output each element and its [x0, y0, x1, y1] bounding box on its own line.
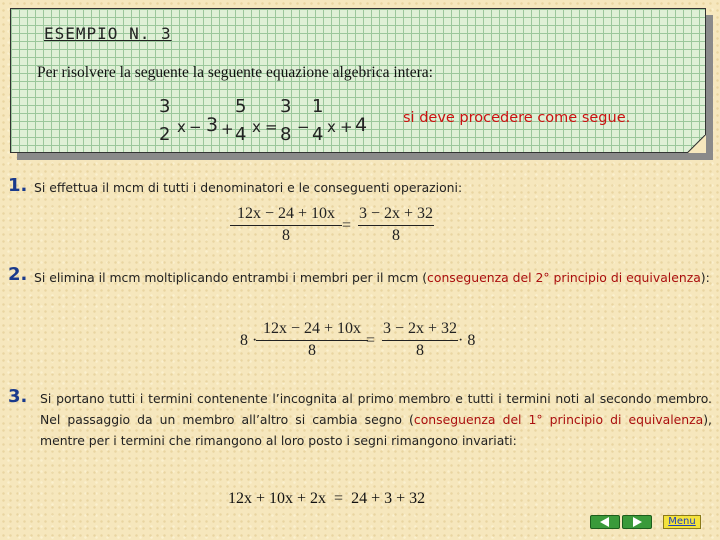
- var-x: x: [177, 118, 186, 136]
- principle-1-highlight: conseguenza del 1° principio di equivalenza: [413, 412, 704, 427]
- example-title: ESEMPIO N. 3: [44, 24, 172, 43]
- step-1-text: Si effettua il mcm di tutti i denominatori e le conseguenti operazioni:: [34, 180, 463, 195]
- fraction-3-8: 3 8: [280, 96, 292, 145]
- var-x: x: [327, 118, 336, 136]
- constant-3: 3: [206, 114, 219, 136]
- step-3-result: 12x + 10x + 2x = 24 + 3 + 32: [228, 490, 426, 507]
- step-2-math: [240, 320, 490, 360]
- step-2-number: 2.: [8, 264, 28, 285]
- follow-text: si deve procedere come segue.: [403, 110, 631, 126]
- step-1-math: [230, 205, 450, 245]
- multiplier-left: 8 ·: [240, 332, 258, 349]
- minus-sign: −: [297, 118, 310, 136]
- example-panel: [10, 8, 706, 153]
- fraction-1-4: 1 4: [312, 96, 324, 145]
- equals-sign: =: [265, 118, 278, 136]
- principle-2-highlight: conseguenza del 2° principio di equivalenza: [427, 270, 701, 285]
- plus-sign: +: [340, 118, 353, 136]
- equals-sign: =: [342, 217, 352, 234]
- previous-button[interactable]: [590, 515, 620, 529]
- intro-text: Per risolvere la seguente la seguente equazione algebrica intera:: [37, 64, 433, 81]
- next-button[interactable]: [622, 515, 652, 529]
- multiplier-right: · 8: [458, 332, 476, 349]
- constant-4: 4: [355, 114, 368, 136]
- var-x: x: [252, 118, 261, 136]
- page-fold: [686, 135, 706, 153]
- plus-sign: +: [221, 120, 234, 138]
- equation: [151, 95, 381, 151]
- fraction-5-4: 5 4: [235, 96, 247, 145]
- minus-sign: −: [189, 118, 202, 136]
- equals-sign: =: [366, 332, 376, 349]
- step-1-number: 1.: [8, 175, 28, 196]
- right-fraction: 3 − 2x + 32 8: [382, 320, 458, 359]
- arrow-right-icon: [633, 517, 642, 527]
- step-3-text: Si portano tutti i termini contenente l’incognita al primo membro e tutti i termini noti al secondo membro. Nel passaggio da un membro all’altro si cambia segno (conseguenza del 1° principio di equivalenza), mentre per i termini che rimangono al loro posto i segni rimangono invariati:: [40, 391, 712, 448]
- menu-button[interactable]: Menu: [663, 515, 701, 529]
- left-fraction: 12x − 24 + 10x 8: [256, 320, 368, 360]
- arrow-left-icon: [600, 517, 609, 527]
- fraction-3-2: 3 2: [159, 96, 171, 145]
- step-3-number: 3.: [8, 386, 28, 407]
- step-2-text: Si elimina il mcm moltiplicando entrambi i membri per il mcm (conseguenza del 2° principio di equivalenza):: [34, 270, 710, 285]
- left-fraction: 12x − 24 + 10x 8: [230, 205, 342, 245]
- right-fraction: 3 − 2x + 32 8: [358, 205, 434, 244]
